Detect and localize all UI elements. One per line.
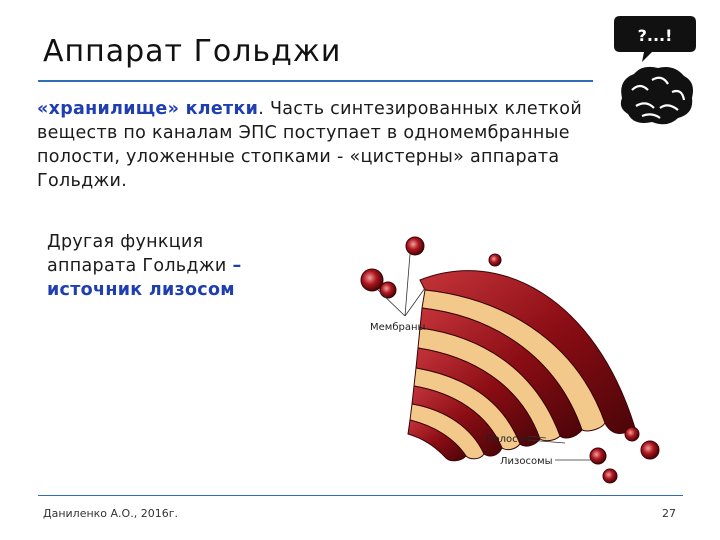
vesicle	[489, 254, 501, 266]
bubble-text: ?...!	[637, 26, 673, 45]
vesicle	[406, 237, 424, 255]
page-number: 27	[662, 507, 676, 520]
thinking-brain-icon	[612, 10, 698, 132]
golgi-description-text: . Часть синтезированных клеткой веществ по каналам ЭПС поступает в одномембранные полости, уложенные стопками - «цистерны» аппарата Гольджи.	[37, 99, 582, 191]
vesicle	[603, 469, 617, 483]
vesicle	[361, 269, 383, 291]
lysosome-function-text: Другая функция аппарата Гольджи	[47, 232, 233, 276]
vesicle	[380, 282, 396, 298]
golgi-description	[37, 97, 602, 193]
membranes-label: Мембраны	[370, 322, 426, 333]
cavities-label: Полости	[486, 434, 530, 445]
lysosome-source-term: – источник лизосом	[47, 256, 242, 300]
footer-rule	[38, 495, 683, 496]
golgi-apparatus-illustration	[350, 228, 670, 488]
lysosomes-label: Лизосомы	[500, 456, 553, 467]
lysosome-function	[47, 230, 287, 302]
storage-term: «хранилище» клетки	[37, 99, 259, 119]
slide-title: Аппарат Гольджи	[43, 34, 342, 69]
vesicle	[625, 427, 639, 441]
vesicle	[590, 448, 606, 464]
title-underline	[38, 80, 593, 82]
footer-author: Даниленко А.О., 2016г.	[43, 507, 178, 520]
brain-icon	[621, 67, 693, 124]
cisternae-stack	[408, 271, 635, 461]
vesicle	[641, 441, 659, 459]
